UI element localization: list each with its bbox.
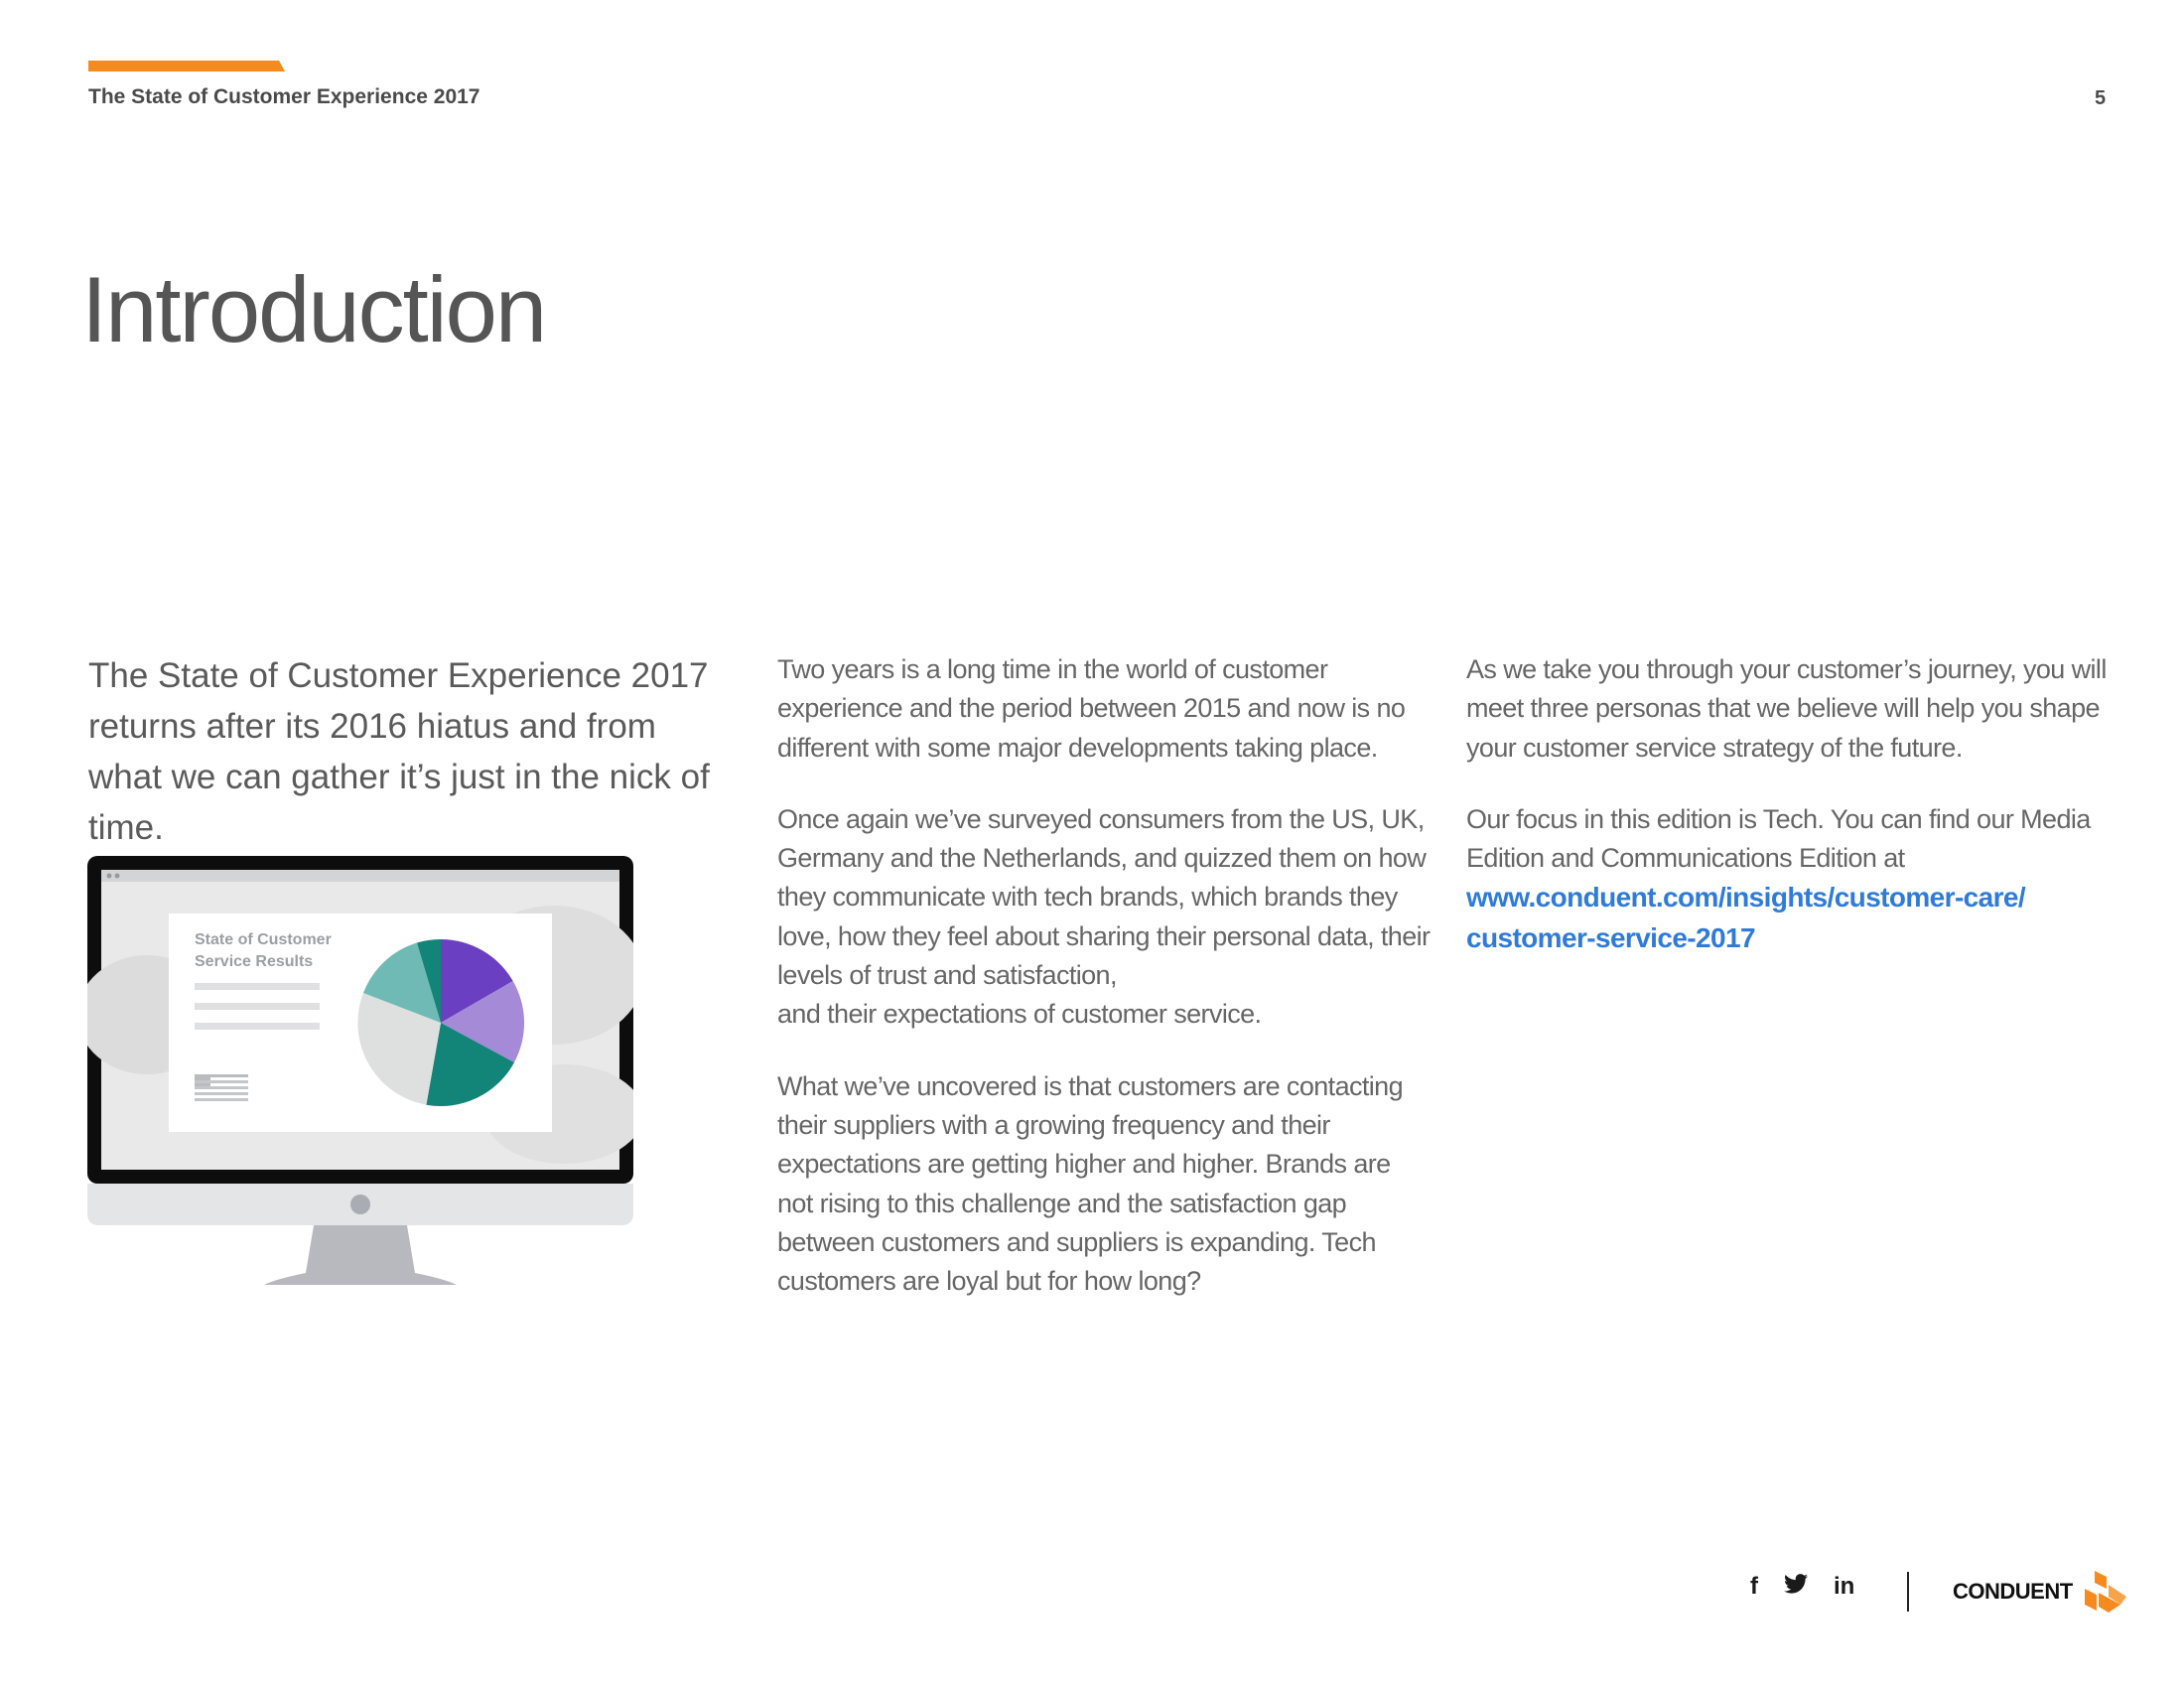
page-number: 5 <box>2095 87 2107 109</box>
card-title-line2: Service Results <box>195 953 314 970</box>
header-accent-bar <box>88 61 285 71</box>
lead-paragraph: The State of Customer Experience 2017 returns after its 2016 hiatus and from what we can gather it’s just in the nick of time. <box>88 656 710 847</box>
card-title-line1: State of Customer <box>195 931 332 948</box>
linkedin-icon[interactable]: in <box>1834 1573 1855 1600</box>
conduent-logo-icon <box>2081 1567 2128 1615</box>
footer-divider <box>1907 1572 1909 1612</box>
pie-graphic <box>357 939 524 1106</box>
editions-link-line2[interactable]: customer-service-2017 <box>1466 921 1755 953</box>
editions-link-line1[interactable]: www.conduent.com/insights/customer-care/ <box>1466 882 2026 914</box>
social-links <box>1750 1572 1880 1602</box>
paragraph: What we’ve uncovered is that customers are contacting their suppliers with a growing frequency and their expectations are getting higher and higher. Brands are not rising to this challenge and the satisfaction gap between customers and suppliers is expanding. Tech customers are loyal but for how long? <box>777 1070 1404 1297</box>
paragraph-text: Our focus in this edition is Tech. You can find our Media Edition and Communications Edition at <box>1466 803 2091 874</box>
page-title: Introduction <box>81 257 546 361</box>
paragraph: Once again we’ve surveyed consumers from the US, UK, Germany and the Netherlands, and quizzed them on how they communicate with tech brands, which brands they love, how they feel about sharing their personal data, their levels of trust and satisfaction, <box>777 803 1431 991</box>
twitter-icon[interactable] <box>1784 1572 1808 1602</box>
facebook-icon[interactable]: f <box>1750 1573 1758 1600</box>
paragraph <box>1466 800 2121 879</box>
body-column-3 <box>1466 650 2121 958</box>
paragraph: Two years is a long time in the world of customer experience and the period between 2015 and now is no different with some major developments taking place. <box>777 654 1406 763</box>
monitor-illustration <box>87 856 633 1285</box>
running-title: The State of Customer Experience 2017 <box>88 85 480 108</box>
paragraph: and their expectations of customer service. <box>777 999 1262 1030</box>
brand-logo-text: CONDUENT <box>1953 1579 2073 1604</box>
body-column-2 <box>777 650 1433 1334</box>
paragraph: As we take you through your customer’s journey, you will meet three personas that we believe will help you shape your customer service strategy of the future. <box>1466 654 2107 763</box>
